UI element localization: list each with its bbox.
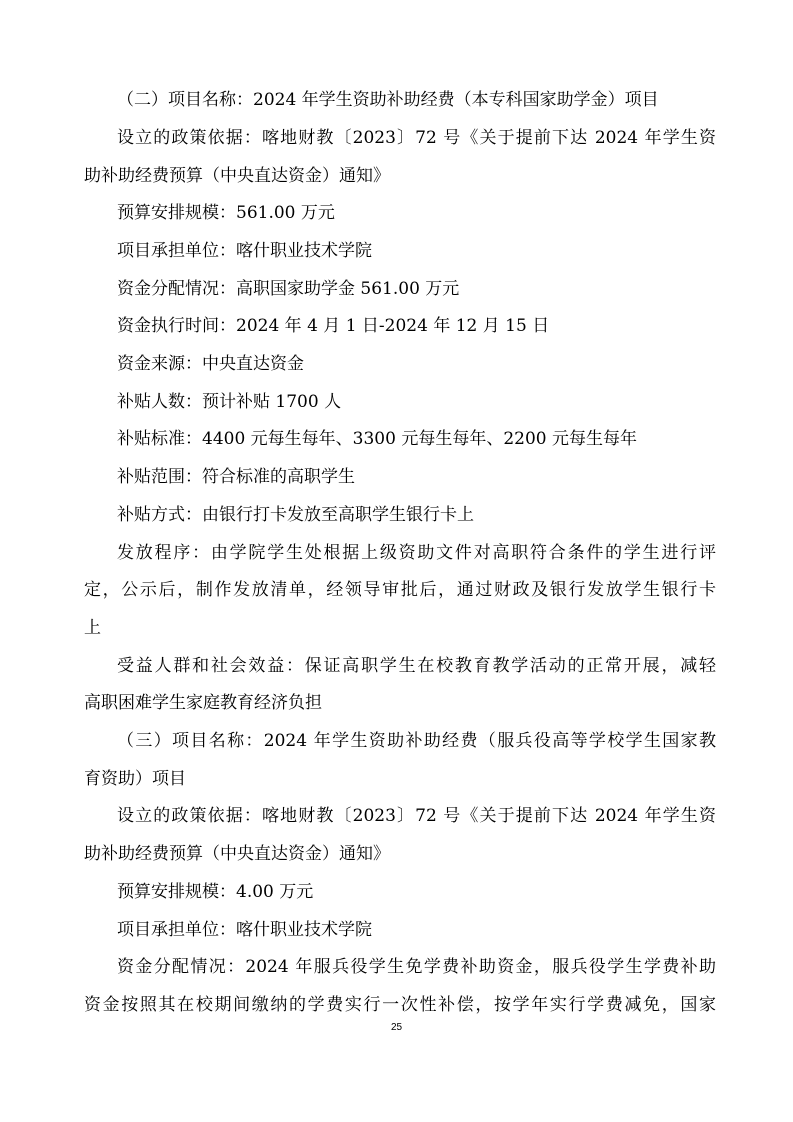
paragraph-line-undertaking-unit-2: 项目承担单位：喀什职业技术学院 bbox=[117, 920, 372, 940]
paragraph-line-fund-allocation-3: 资金按照其在校期间缴纳的学费实行一次性补偿，按学年实行学费减免，国家 bbox=[84, 995, 716, 1015]
paragraph-line-procedure-1: 发放程序：由学院学生处根据上级资助文件对高职符合条件的学生进行评 bbox=[117, 543, 716, 563]
paragraph-line-budget-scale: 预算安排规模：561.00 万元 bbox=[117, 203, 335, 223]
paragraph-line-policy-basis-2: 助补助经费预算（中央直达资金）通知》 bbox=[84, 166, 390, 186]
paragraph-line-undertaking-unit: 项目承担单位：喀什职业技术学院 bbox=[117, 241, 372, 261]
paragraph-line-subsidy-count: 补贴人数：预计补贴 1700 人 bbox=[117, 392, 342, 412]
paragraph-line-beneficiaries-1: 受益人群和社会效益：保证高职学生在校教育教学活动的正常开展，减轻 bbox=[117, 656, 716, 676]
paragraph-line-fund-allocation: 资金分配情况：高职国家助学金 561.00 万元 bbox=[117, 279, 460, 299]
paragraph-line-policy-basis-1: 设立的政策依据：喀地财教〔2023〕72 号《关于提前下达 2024 年学生资 bbox=[117, 128, 716, 148]
paragraph-line-project-2-title: （二）项目名称：2024 年学生资助补助经费（本专科国家助学金）项目 bbox=[117, 90, 659, 110]
paragraph-line-beneficiaries-2: 高职困难学生家庭教育经济负担 bbox=[84, 693, 322, 713]
paragraph-line-procedure-2: 定，公示后，制作发放清单，经领导审批后，通过财政及银行发放学生银行卡 bbox=[84, 580, 716, 600]
paragraph-line-subsidy-method: 补贴方式：由银行打卡发放至高职学生银行卡上 bbox=[117, 505, 474, 525]
paragraph-line-policy-basis-3: 设立的政策依据：喀地财教〔2023〕72 号《关于提前下达 2024 年学生资 bbox=[117, 806, 716, 826]
paragraph-line-fund-allocation-2: 资金分配情况：2024 年服兵役学生免学费补助资金，服兵役学生学费补助 bbox=[117, 957, 716, 977]
paragraph-line-subsidy-scope: 补贴范围：符合标准的高职学生 bbox=[117, 467, 355, 487]
paragraph-line-execution-time: 资金执行时间：2024 年 4 月 1 日-2024 年 12 月 15 日 bbox=[117, 316, 550, 336]
paragraph-line-budget-scale-2: 预算安排规模：4.00 万元 bbox=[117, 882, 314, 902]
paragraph-line-project-3-title-1: （三）项目名称：2024 年学生资助补助经费（服兵役高等学校学生国家教 bbox=[117, 731, 716, 751]
paragraph-line-policy-basis-4: 助补助经费预算（中央直达资金）通知》 bbox=[84, 844, 390, 864]
paragraph-line-project-3-title-2: 育资助）项目 bbox=[84, 769, 186, 789]
page-number: 25 bbox=[390, 1022, 403, 1033]
paragraph-line-procedure-3: 上 bbox=[84, 618, 101, 638]
paragraph-line-fund-source: 资金来源：中央直达资金 bbox=[117, 354, 304, 374]
paragraph-line-subsidy-standard: 补贴标准：4400 元每生每年、3300 元每生每年、2200 元每生每年 bbox=[117, 429, 638, 449]
